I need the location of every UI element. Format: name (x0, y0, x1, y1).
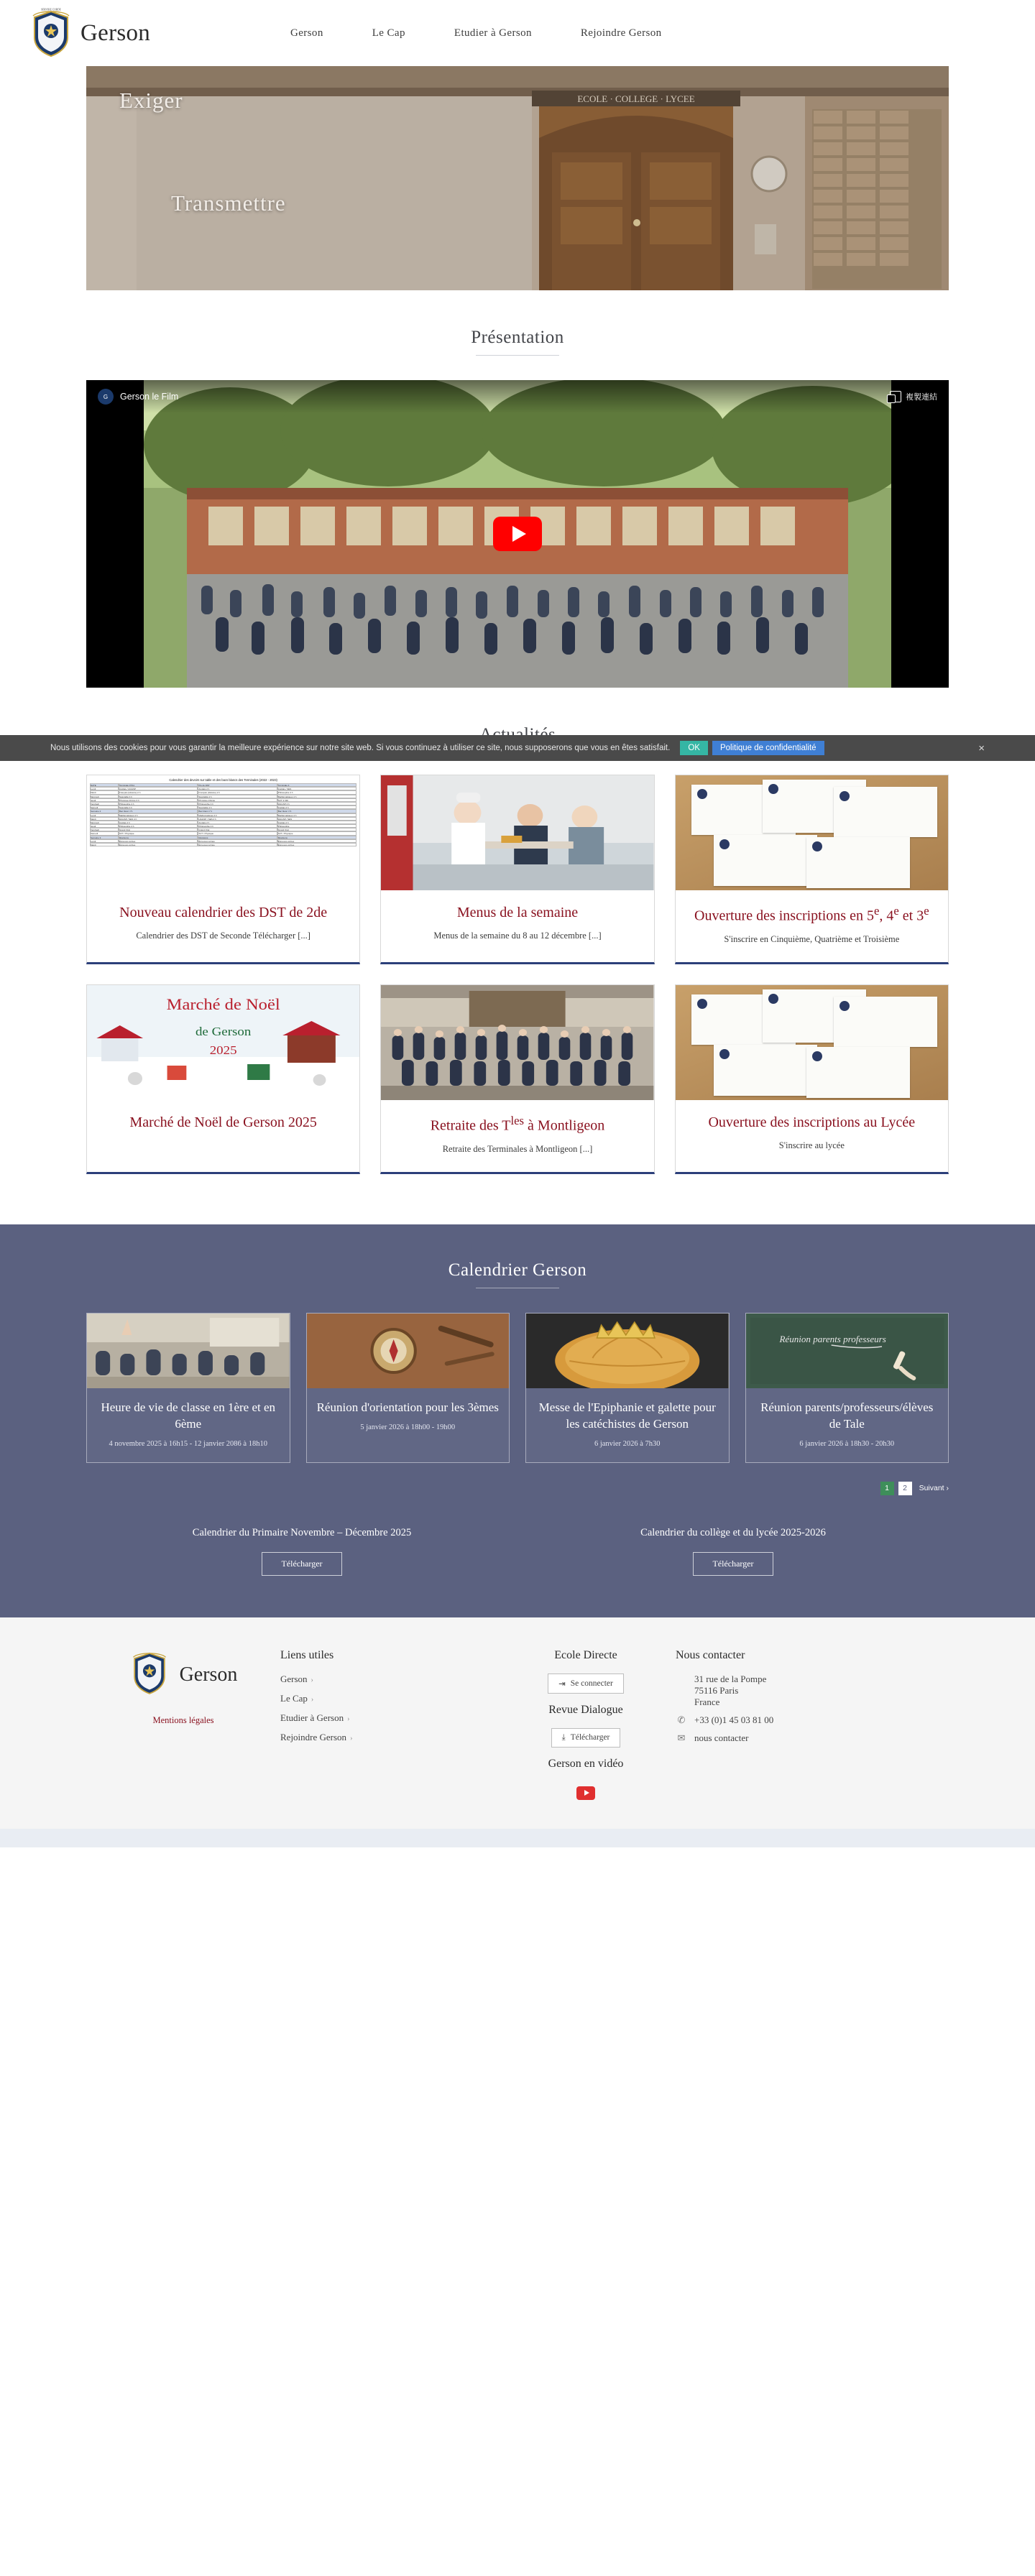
calendar-card-date: 5 janvier 2026 à 18h00 - 19h00 (360, 1423, 456, 1431)
footer-links (280, 1649, 496, 1800)
site-header (0, 0, 1035, 66)
video-player[interactable] (86, 380, 949, 688)
calendar-card-date: 6 janvier 2026 à 18h30 - 20h30 (799, 1439, 895, 1448)
contact-email-text: nous contacter (694, 1732, 749, 1743)
calendar-card-title: Messe de l'Epiphanie et galette pour les catéchistes de Gerson (538, 1400, 716, 1431)
contact-phone[interactable] (676, 1714, 949, 1726)
news-card-image (676, 985, 948, 1100)
footer-legal-link[interactable]: Mentions légales (152, 1714, 214, 1725)
registration-papers-photo (676, 775, 948, 890)
footer-link-le-cap[interactable] (280, 1693, 496, 1704)
download-icon: ⤓ (561, 1732, 566, 1742)
svg-text:Réunion parents professeurs: Réunion parents professeurs (778, 1334, 886, 1345)
christmas-market-photo (87, 985, 359, 1100)
footer-link-label: Rejoindre Gerson (280, 1731, 347, 1742)
contact-address-text (694, 1674, 766, 1708)
play-button[interactable] (493, 517, 542, 551)
calendar-card[interactable] (306, 1313, 510, 1463)
chevron-right-icon: › (310, 1676, 313, 1684)
hero-line-1: Exiger (119, 88, 183, 113)
download-label: Calendrier du Primaire Novembre – Décembre 2025 (192, 1526, 412, 1538)
video-topbar (86, 380, 949, 413)
site-footer (0, 1617, 1035, 1829)
news-card-image (87, 985, 359, 1100)
svg-text:SERVIRE CORDE: SERVIRE CORDE (41, 8, 61, 11)
galette-photo (526, 1314, 729, 1388)
news-card-excerpt: Menus de la semaine du 8 au 12 décembre [...] (433, 931, 602, 941)
footer-links-list (280, 1674, 496, 1743)
news-card-excerpt: S'inscrire en Cinquième, Quatrième et Troisième (724, 933, 900, 944)
classroom-photo (87, 1314, 290, 1388)
registration-papers-photo (676, 985, 948, 1100)
calendar-card-title: Heure de vie de classe en 1ère et en 6ème (101, 1400, 276, 1431)
footer-link-gerson[interactable] (280, 1674, 496, 1685)
news-card-image (381, 985, 653, 1100)
calendar-grid (86, 1313, 949, 1463)
nav-item-rejoindre[interactable]: Rejoindre Gerson (580, 27, 662, 39)
footer-link-label: Le Cap (280, 1692, 308, 1704)
contact-phone-text: +33 (0)1 45 03 81 00 (694, 1714, 774, 1725)
pagination-page-1[interactable]: 1 (880, 1482, 894, 1495)
address-line-1: 31 rue de la Pompe (694, 1673, 767, 1684)
schedule-table-thumbnail: Calendrier des devoirs sur table et des bacs blancs des Terminales (2022 - 2023) DATE Terminale 07/11 Pts du DST Terminale 4 Lundi Anglais / HGGSP Anglais 2 h Anglais / SES Mardi Français (Histoire) 2 h Français (Histoire) 2 h Philosophie 4 h Mercredi Spécialité 4 h Spécialité 4 h Mathématiques 4 h Jeudi Physique-Chimie 3 h Physique-Chimie SVT 3 h30 Vendredi Philosophie 4 h Philosophie 4 h HGGSP 4 h Samedi Spécialité 4 h Spécialité 4 h Anglais 2 h Semaine 2 Bac blanc n°1 Bac blanc n°1 Bac blanc n°1 Lundi Mathématiques 4 h Mathématiques 4 h Mathématiques 4 h Mardi HGGSP / SES 4 h HGGSP / SES 4 h HGGSP / SES Mercredi Anglais 2 h Anglais 2 h Anglais 2 h Jeudi Philosophie 4 h Philosophie 4 h Philosophie Vendredi Grand Oral Grand Oral Grand Oral Samedi SVT / Physique SVT / Physique SVT / Physique Semaine 3 Révisions Révisions Révisions Lundi Épreuves écrites Épreuves écrites Épreuves écrites Mardi Épreuves écrites Épreuves écrites Épreuves écrites (87, 775, 359, 890)
news-card[interactable] (86, 984, 360, 1174)
nav-item-le-cap[interactable]: Le Cap (372, 27, 405, 39)
contact-email[interactable] (676, 1732, 949, 1744)
group-photo (381, 985, 653, 1100)
calendar-pagination (86, 1482, 949, 1495)
cookie-accept-button[interactable]: OK (680, 741, 708, 755)
channel-avatar-icon: G (98, 389, 114, 405)
calendar-card-title: Réunion parents/professeurs/élèves de Tale (760, 1400, 934, 1431)
news-card-body (381, 890, 653, 959)
download-label: Calendrier du collège et du lycée 2025-2026 (640, 1526, 826, 1538)
nav-item-gerson[interactable]: Gerson (290, 27, 323, 39)
svg-text:2025: 2025 (209, 1043, 237, 1057)
contact-heading: Nous contacter (676, 1648, 745, 1661)
calendar-card-image (746, 1314, 949, 1388)
revue-download-label: Télécharger (570, 1733, 610, 1742)
news-card-image (676, 775, 948, 890)
crest-icon (29, 7, 73, 59)
news-card-excerpt: Retraite des Terminales à Montligeon [...] (442, 1143, 593, 1154)
blackboard-photo (746, 1314, 949, 1388)
gerson-video-heading: Gerson en vidéo (548, 1757, 624, 1770)
title-divider (476, 355, 559, 356)
calendar-card-body (87, 1388, 290, 1462)
news-card-body (676, 1100, 948, 1168)
news-card-title: Menus de la semaine (456, 905, 579, 920)
news-card-title: Retraite des $T^{les}$ à Montligeon (430, 1114, 605, 1134)
footer-links-heading: Liens utiles (280, 1648, 334, 1661)
news-card-excerpt: Calendrier des DST de Seconde Télécharger [...] (136, 931, 310, 941)
ecole-directe-login-label: Se connecter (570, 1679, 613, 1688)
calendar-card-date: 4 novembre 2025 à 16h15 - 12 janvier 2086 à 18h10 (109, 1439, 267, 1448)
calendar-card-image (307, 1314, 510, 1388)
footer-services (496, 1649, 676, 1800)
video-share-button[interactable] (890, 391, 937, 402)
pagination-next[interactable]: Suivant › (919, 1484, 949, 1493)
ecole-directe-heading: Ecole Directe (554, 1648, 617, 1661)
calendar-card[interactable] (525, 1313, 730, 1463)
footer-link-rejoindre[interactable] (280, 1732, 496, 1743)
news-card[interactable] (380, 984, 654, 1174)
canteen-photo (381, 775, 653, 890)
calendar-title: Calendrier Gerson (448, 1260, 587, 1280)
close-icon[interactable]: × (978, 742, 985, 754)
calendar-card-body (526, 1388, 729, 1462)
calendar-card-body (746, 1388, 949, 1462)
chevron-right-icon: › (350, 1734, 353, 1742)
compass-photo (307, 1314, 510, 1388)
hero-text (119, 88, 286, 216)
revue-dialogue-heading: Revue Dialogue (548, 1703, 623, 1716)
login-icon: ⇥ (558, 1679, 566, 1689)
calendar-downloads (86, 1527, 949, 1576)
footer-brand-name: Gerson (179, 1663, 238, 1686)
calendar-section (0, 1224, 1035, 1617)
address-line-2: 75116 Paris (694, 1684, 739, 1696)
download-block-college-lycee (518, 1527, 949, 1576)
video-channel[interactable] (98, 389, 178, 405)
cookie-consent-bar (0, 735, 1035, 761)
brand-name: Gerson (80, 19, 151, 46)
news-card-body (87, 1100, 359, 1155)
ecole-directe-login-button[interactable] (548, 1674, 624, 1694)
news-card-title: Ouverture des inscriptions en 5e, 4e et 3e (694, 904, 929, 924)
news-card-body (381, 1100, 653, 1172)
hero-banner (86, 66, 949, 290)
news-card-title: Nouveau calendrier des DST de 2de (119, 905, 328, 920)
news-card[interactable] (675, 775, 949, 964)
hero-line-2: Transmettre (171, 190, 286, 216)
footer-brand (86, 1649, 280, 1800)
svg-text:de Gerson: de Gerson (195, 1024, 252, 1038)
news-card-body (676, 890, 948, 962)
chevron-right-icon: › (310, 1695, 314, 1704)
news-card-excerpt: S'inscrire au lycée (778, 1140, 845, 1151)
revue-download-button[interactable] (551, 1728, 621, 1748)
svg-text:Marché de Noël: Marché de Noël (166, 996, 280, 1014)
phone-icon: ✆ (677, 1714, 686, 1725)
footer-brand-row[interactable] (86, 1649, 280, 1701)
footer-link-label: Etudier à Gerson (280, 1712, 344, 1723)
crest-icon (129, 1649, 174, 1701)
news-card-title: Ouverture des inscriptions au Lycée (708, 1114, 916, 1131)
news-card[interactable] (675, 984, 949, 1174)
cookie-text: Nous utilisons des cookies pour vous garantir la meilleure expérience sur notre site web. Si vous continuez à utiliser ce site, nous supposerons que vous en êtes satisfait. (50, 744, 671, 752)
news-card[interactable] (86, 775, 360, 964)
svg-text:ECOLE · COLLEGE · LYCEE: ECOLE · COLLEGE · LYCEE (577, 93, 695, 104)
news-card-image (381, 775, 653, 890)
news-card-image (87, 775, 359, 890)
calendar-card-date: 6 janvier 2026 à 7h30 (594, 1439, 661, 1448)
calendar-card-image (526, 1314, 729, 1388)
news-card-title: Marché de Noël de Gerson 2025 (129, 1114, 317, 1131)
calendar-card[interactable] (745, 1313, 949, 1463)
footer-bottom-bar (0, 1829, 1035, 1847)
mail-icon: ✉ (677, 1732, 686, 1743)
chevron-right-icon: › (347, 1714, 350, 1723)
calendar-card-title: Réunion d'orientation pour les 3èmes (316, 1400, 499, 1415)
footer-link-label: Gerson (280, 1673, 308, 1684)
brand-logo[interactable] (29, 7, 266, 59)
calendar-card[interactable] (86, 1313, 290, 1463)
footer-link-etudier[interactable] (280, 1712, 496, 1724)
youtube-icon[interactable] (576, 1786, 595, 1800)
address-line-3: France (694, 1696, 720, 1707)
news-card[interactable] (380, 775, 654, 964)
download-button-college-lycee[interactable]: Télécharger (693, 1552, 773, 1576)
main-nav (266, 20, 1006, 47)
share-label: 複製連結 (906, 393, 937, 402)
calendar-card-image (87, 1314, 290, 1388)
download-block-primaire (86, 1527, 518, 1576)
news-card-body (87, 890, 359, 959)
share-icon (890, 391, 901, 402)
pagination-page-2[interactable]: 2 (898, 1482, 912, 1495)
contact-address (676, 1674, 949, 1708)
cookie-policy-button[interactable]: Politique de confidentialité (712, 741, 824, 755)
nav-item-etudier[interactable]: Etudier à Gerson (454, 27, 532, 39)
presentation-title: Présentation (471, 328, 564, 347)
download-button-primaire[interactable]: Télécharger (262, 1552, 341, 1576)
news-grid (86, 775, 949, 1174)
video-title: Gerson le Film (120, 392, 179, 402)
calendar-card-body (307, 1388, 510, 1446)
footer-contact (676, 1649, 949, 1800)
